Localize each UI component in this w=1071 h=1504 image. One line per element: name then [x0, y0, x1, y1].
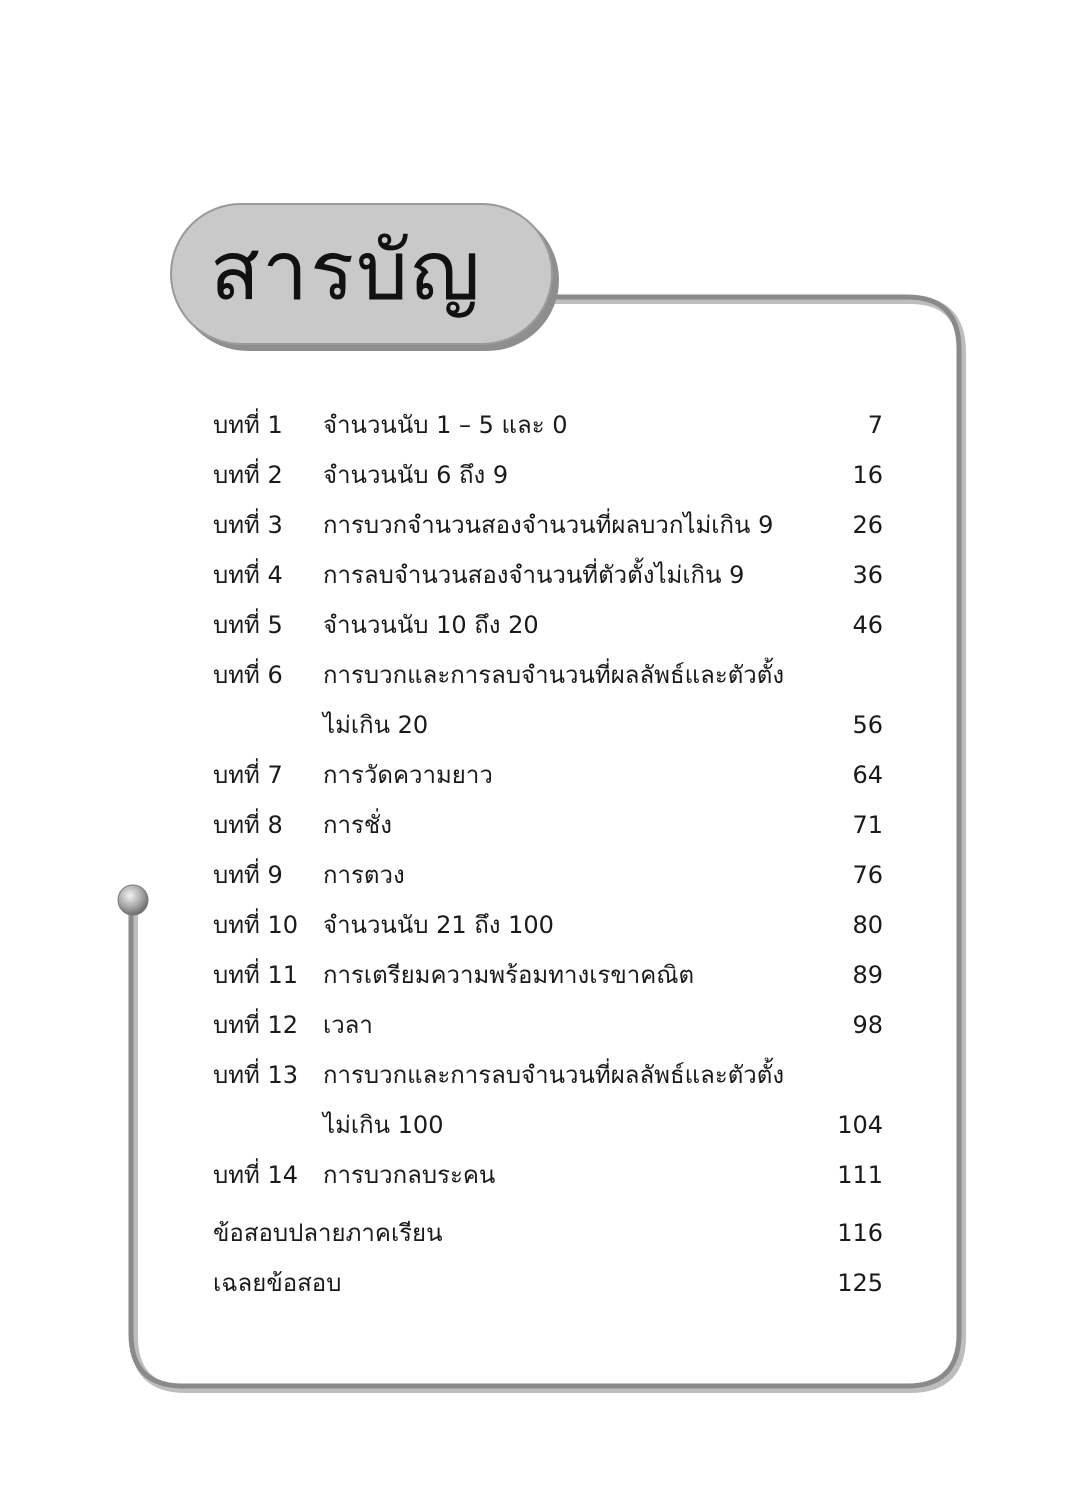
toc-extra-entry: [213, 1210, 883, 1256]
section-title: ข้อสอบปลายภาคเรียน: [213, 1219, 443, 1247]
page-number: 46: [852, 611, 883, 639]
chapter-title: การบวกและการลบจำนวนที่ผลลัพธ์และตัวตั้ง: [323, 661, 785, 689]
chapter-label: บทที่ 10: [213, 911, 299, 939]
chapter-title: การบวกและการลบจำนวนที่ผลลัพธ์และตัวตั้ง: [323, 1061, 785, 1089]
chapter-title: จำนวนนับ 10 ถึง 20: [323, 611, 539, 639]
chapter-title: การชั่ง: [323, 811, 392, 839]
chapter-label: บทที่ 4: [213, 561, 283, 589]
chapter-title: การบวกลบระคน: [323, 1161, 496, 1189]
toc-entry: [213, 1052, 883, 1098]
toc-entry: [213, 952, 883, 998]
toc-entry: [213, 752, 883, 798]
toc-entry: [213, 902, 883, 948]
chapter-label: บทที่ 11: [213, 961, 299, 989]
page-number: 80: [852, 911, 883, 939]
page-number: 125: [837, 1269, 883, 1297]
chapter-title: จำนวนนับ 1 – 5 และ 0: [323, 411, 568, 439]
page-number: 36: [852, 561, 883, 589]
page-number: 111: [837, 1161, 883, 1189]
toc-entry: [213, 852, 883, 898]
chapter-label: บทที่ 6: [213, 661, 283, 689]
toc-entry: [213, 502, 883, 548]
chapter-label: บทที่ 13: [213, 1061, 299, 1089]
toc-entry: [213, 802, 883, 848]
chapter-label: บทที่ 9: [213, 861, 283, 889]
chapter-title: การบวกจำนวนสองจำนวนที่ผลบวกไม่เกิน 9: [323, 511, 774, 539]
page-title: สารบัญ: [210, 224, 483, 319]
toc-entry: [213, 1152, 883, 1198]
chapter-title: จำนวนนับ 21 ถึง 100: [323, 911, 554, 939]
chapter-label: บทที่ 14: [213, 1161, 299, 1189]
chapter-title: ไม่เกิน 100: [323, 1111, 444, 1139]
page-number: 71: [852, 811, 883, 839]
section-title: เฉลยข้อสอบ: [213, 1269, 342, 1297]
toc-entry: [213, 602, 883, 648]
frame-knob: [118, 885, 148, 915]
chapter-label: บทที่ 3: [213, 511, 283, 539]
toc-entry: [213, 1002, 883, 1048]
chapter-label: บทที่ 7: [213, 761, 283, 789]
toc-extra-entry: [213, 1260, 883, 1306]
page-number: 56: [852, 711, 883, 739]
chapter-title: การลบจำนวนสองจำนวนที่ตัวตั้งไม่เกิน 9: [323, 561, 745, 589]
chapter-title: การวัดความยาว: [323, 761, 493, 789]
toc-entry: [213, 702, 883, 748]
chapter-label: บทที่ 5: [213, 611, 283, 639]
toc-entry: [213, 402, 883, 448]
chapter-title: ไม่เกิน 20: [323, 711, 429, 739]
chapter-label: บทที่ 1: [213, 411, 283, 439]
toc-entry: [213, 552, 883, 598]
chapter-title: การเตรียมความพร้อมทางเรขาคณิต: [323, 961, 695, 989]
page-number: 76: [852, 861, 883, 889]
chapter-label: บทที่ 2: [213, 461, 283, 489]
page-number: 16: [852, 461, 883, 489]
page-number: 64: [852, 761, 883, 789]
chapter-title: การตวง: [323, 861, 405, 889]
page-number: 7: [867, 411, 883, 439]
page-number: 89: [852, 961, 883, 989]
page-number: 104: [837, 1111, 883, 1139]
chapter-title: จำนวนนับ 6 ถึง 9: [323, 461, 509, 489]
toc-entry: [213, 452, 883, 498]
page-number: 98: [852, 1011, 883, 1039]
toc-entry: [213, 652, 883, 698]
toc-entry: [213, 1102, 883, 1148]
chapter-title: เวลา: [323, 1011, 373, 1039]
page-number: 26: [852, 511, 883, 539]
page-number: 116: [837, 1219, 883, 1247]
chapter-label: บทที่ 12: [213, 1011, 299, 1039]
chapter-label: บทที่ 8: [213, 811, 283, 839]
